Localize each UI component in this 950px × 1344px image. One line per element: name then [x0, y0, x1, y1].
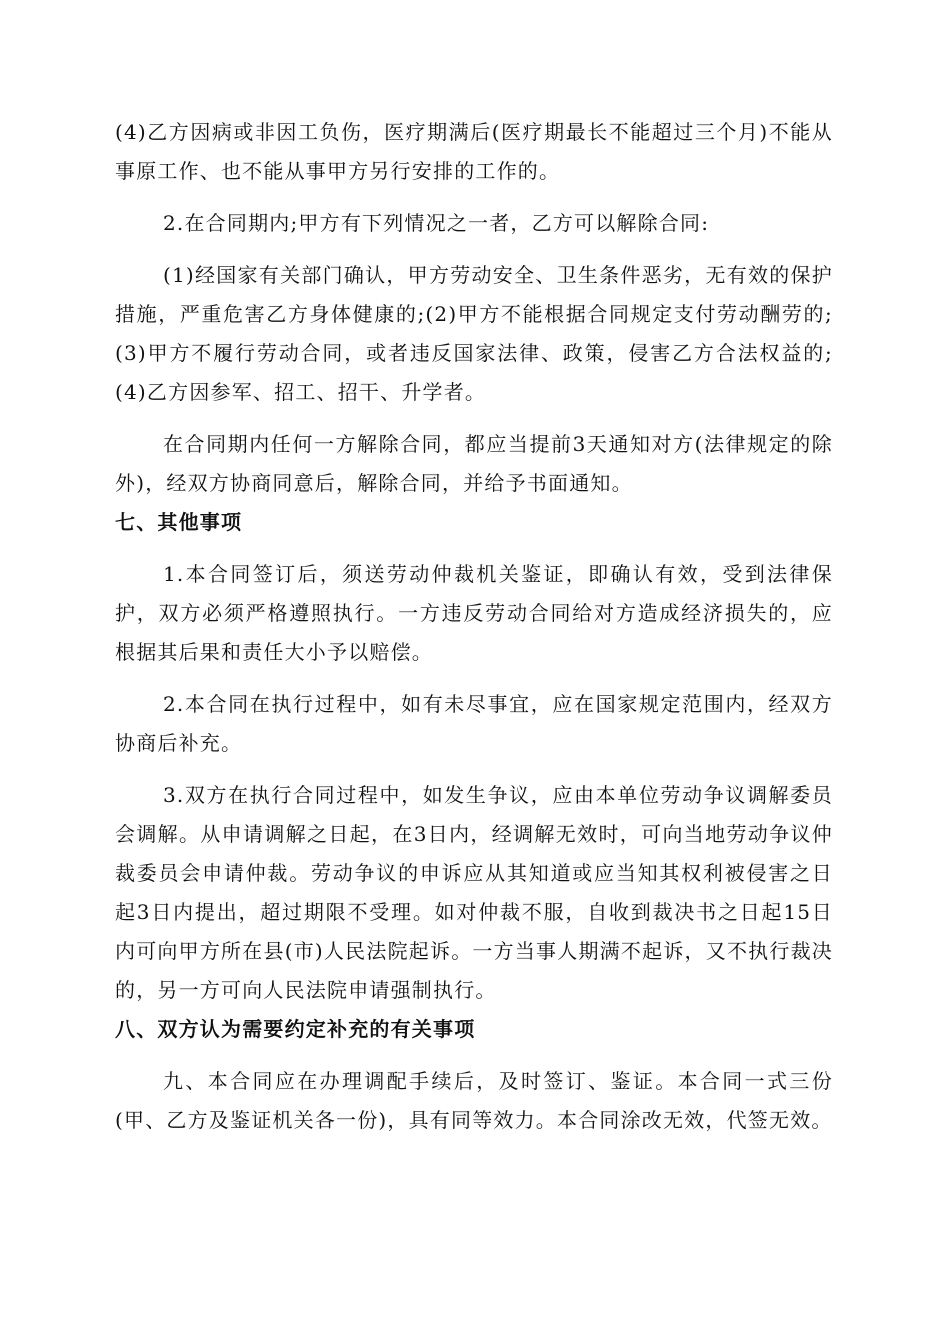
clause-party-b-termination: 2.在合同期内;甲方有下列情况之一者，乙方可以解除合同: [163, 211, 710, 235]
clause-dispute-resolution: 3.双方在执行合同过程中，如发生争议，应由本单位劳动争议调解委员会调解。从申请调解之日起，在3日内，经调解无效时，可向当地劳动争议仲裁委员会申请仲裁。劳动争议的申诉应从其知道或应当知其权利被侵害之日起3日内提出，超过期限不受理。如对仲裁不服，自收到裁决书之日起15日内可向甲方所在县(市)人民法院起诉。一方当事人期满不起诉，又不执行裁决的，另一方可向人民法院申请强制执行。 [115, 783, 833, 1002]
clause-termination-conditions: (1)经国家有关部门确认，甲方劳动安全、卫生条件恶劣，无有效的保护措施，严重危害乙方身体健康的;(2)甲方不能根据合同规定支付劳动酬劳的;(3)甲方不履行劳动合同，或者违反国家法律、政策，侵害乙方合法权益的;(4)乙方因参军、招工、招干、升学者。 [115, 263, 833, 404]
clause-supplements: 2.本合同在执行过程中，如有未尽事宜，应在国家规定范围内，经双方协商后补充。 [115, 692, 833, 755]
document-page [115, 113, 833, 1140]
clause-contract-validation: 1.本合同签订后，须送劳动仲裁机关鉴证，即确认有效，受到法律保护，双方必须严格遵照执行。一方违反劳动合同给对方造成经济损失的，应根据其后果和责任大小予以赔偿。 [115, 562, 833, 664]
clause-termination-notice: 在合同期内任何一方解除合同，都应当提前3天通知对方(法律规定的除外)，经双方协商同意后，解除合同，并给予书面通知。 [115, 432, 833, 495]
clause-illness-injury: (4)乙方因病或非因工负伤，医疗期满后(医疗期最长不能超过三个月)不能从事原工作、也不能从事甲方另行安排的工作的。 [115, 120, 833, 183]
clause-signing-copies: 九、本合同应在办理调配手续后，及时签订、鉴证。本合同一式三份(甲、乙方及鉴证机关各一份)，具有同等效力。本合同涂改无效，代签无效。 [115, 1069, 833, 1132]
section-heading-other-matters: 七、其他事项 [115, 510, 243, 534]
section-heading-supplementary-matters: 八、双方认为需要约定补充的有关事项 [115, 1017, 476, 1041]
